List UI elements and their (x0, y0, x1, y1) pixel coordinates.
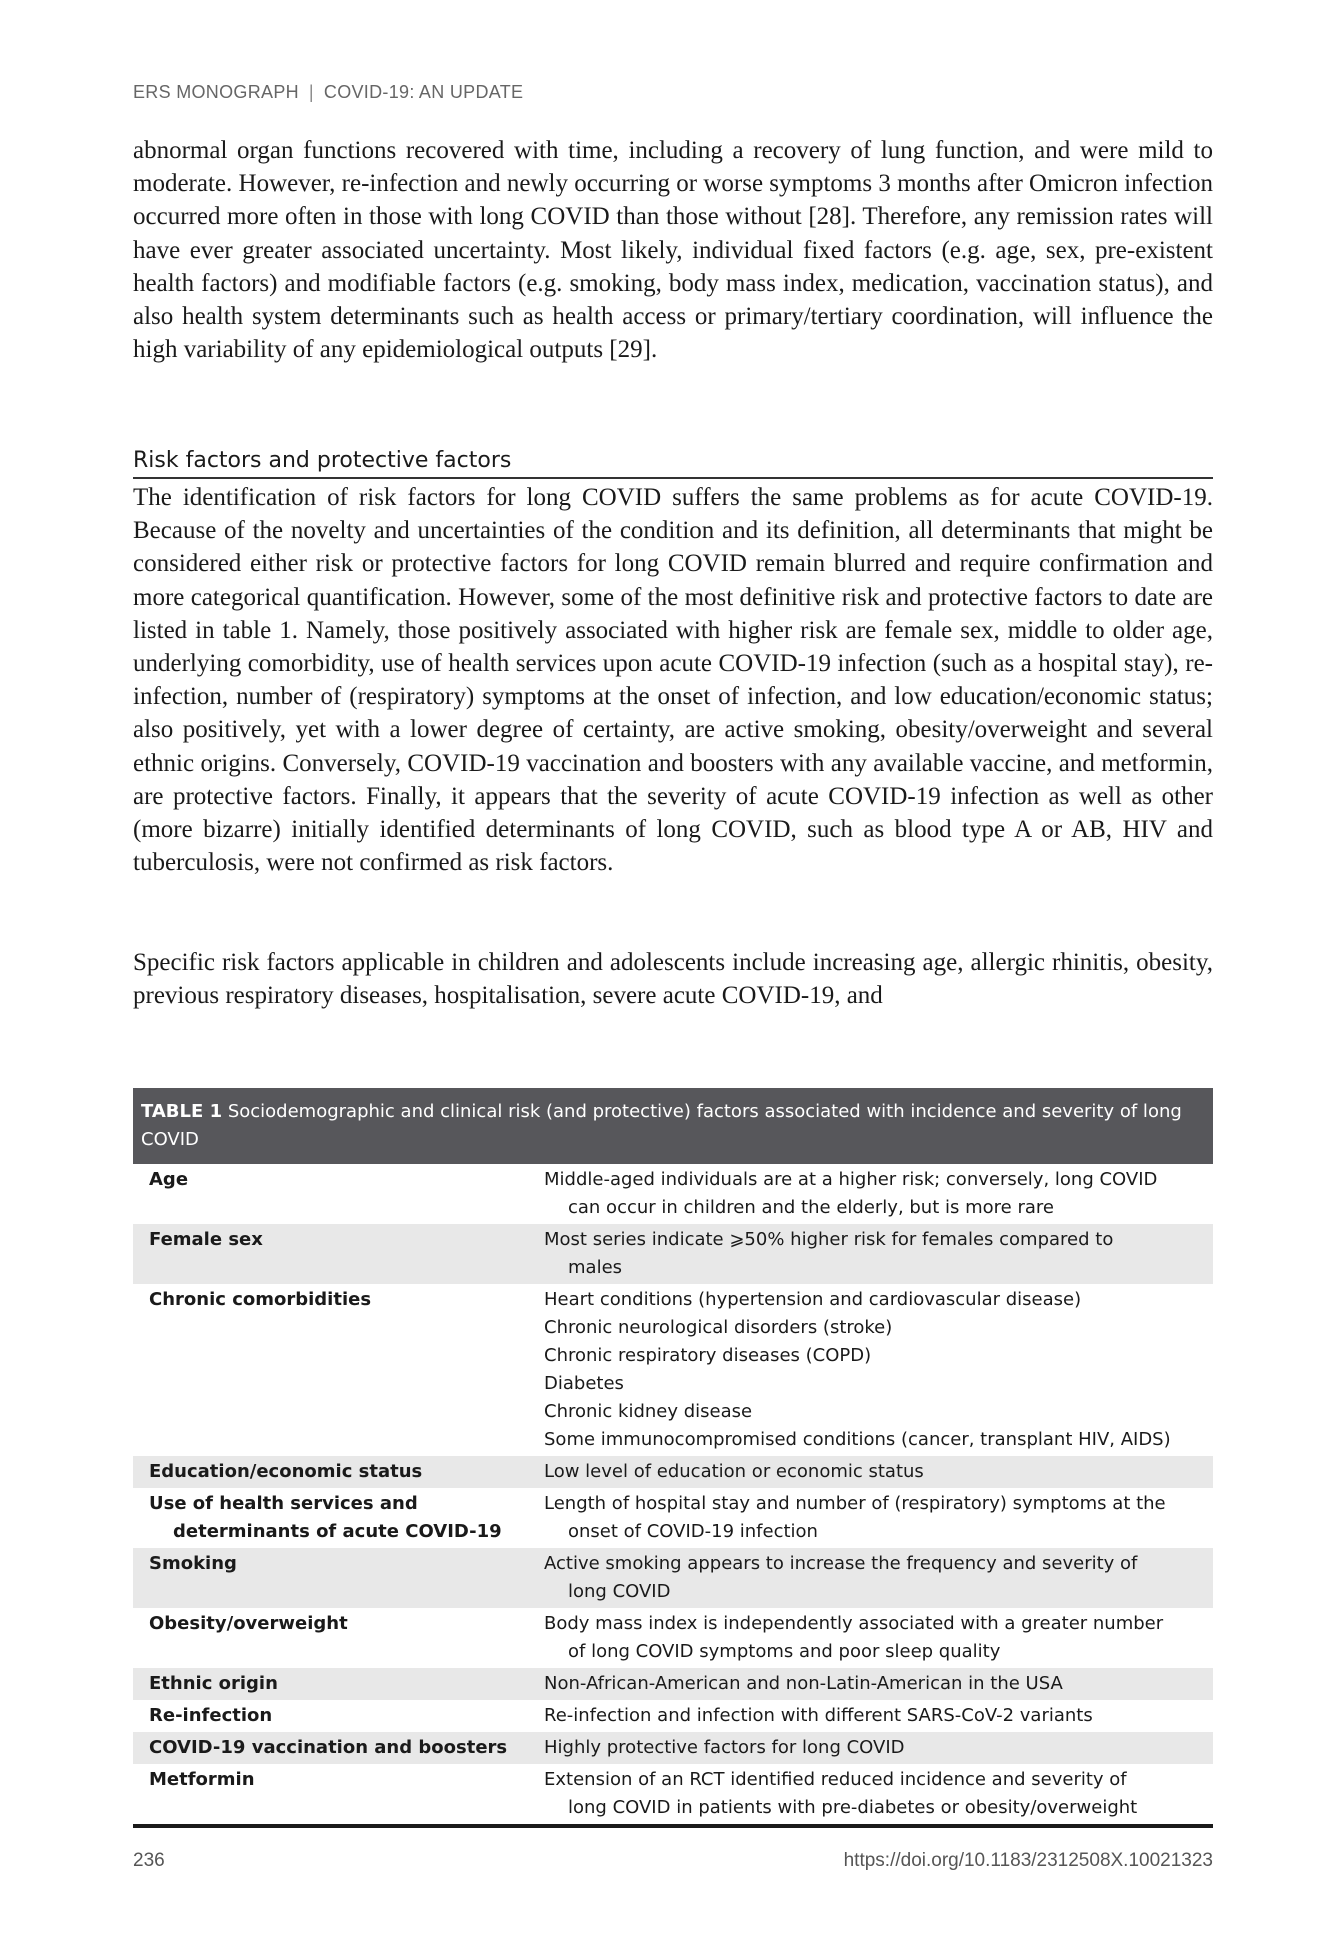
description-line: Chronic kidney disease (544, 1401, 753, 1422)
description-line: long COVID in patients with pre-diabetes or obesity/overweight (568, 1797, 1138, 1818)
running-header (133, 82, 523, 103)
description-line: Active smoking appears to increase the frequency and severity of (544, 1553, 1138, 1574)
description-line: Length of hospital stay and number of (respiratory) symptoms at the (544, 1493, 1166, 1514)
paragraph-text: The identification of risk factors for long COVID suffers the same problems as for acute COVID-19. Because of the novelty and uncertainties of the condition and its definition, all determinants that might be considered either risk or protective factors for long COVID remain blurred and require confirmation and more categorical quantification. However, some of the most definitive risk and protective factors to date are listed in table 1. Namely, those positively associated with higher risk are female sex, middle to older age, underlying comorbidity, use of health services upon acute COVID-19 infection (such as a hospital stay), re-infection, number of (respiratory) symptoms at the onset of infection, and low education/economic status; also positively, yet with a lower degree of certainty, are active smoking, obesity/overweight and several ethnic origins. Conversely, COVID-19 vaccination and boosters with any available vaccine, and metformin, are protective factors. Finally, it appears that the severity of acute COVID-19 infection as well as other (more bizarre) initially identified determinants of long COVID, such as blood type A or AB, HIV and tuberculosis, were not confirmed as risk factors. (133, 484, 1213, 877)
factor-label: Metformin (149, 1769, 255, 1790)
description-line: males (568, 1257, 623, 1278)
description-line: Body mass index is independently associated with a greater number (544, 1613, 1164, 1634)
description-line: Highly protective factors for long COVID (544, 1737, 905, 1758)
table-row (133, 1732, 1213, 1764)
table-row (133, 1224, 1213, 1284)
factor-label: Smoking (149, 1553, 237, 1574)
table-row (133, 1700, 1213, 1732)
description-line: Extension of an RCT identified reduced incidence and severity of (544, 1769, 1127, 1790)
factor-label: COVID-19 vaccination and boosters (149, 1737, 508, 1758)
table-caption-text: Sociodemographic and clinical risk (and protective) factors associated with incidence and severity of long COVID (141, 1101, 1182, 1150)
table-label: TABLE 1 (141, 1101, 223, 1122)
page-number: 236 (133, 1850, 165, 1871)
paragraph-text: Specific risk factors applicable in children and adolescents include increasing age, allergic rhinitis, obesity, previous respiratory diseases, hospitalisation, severe acute COVID-19, and (133, 949, 1213, 1010)
description-cell (544, 1284, 1213, 1456)
description-line: Low level of education or economic status (544, 1461, 924, 1482)
factor-cell (133, 1164, 544, 1224)
factor-label: Female sex (149, 1229, 263, 1250)
paragraph-children (133, 946, 1213, 1012)
table-row (133, 1668, 1213, 1700)
description-line: Some immunocompromised conditions (cancer, transplant HIV, AIDS) (544, 1429, 1171, 1450)
paragraph-text: abnormal organ functions recovered with time, including a recovery of lung function, and were mild to moderate. However, re-infection and newly occurring or worse symptoms 3 months after Omicron infection occurred more often in those with long COVID than those without [28]. Therefore, any remission rates will have ever greater associated uncertainty. Most likely, individual fixed factors (e.g. age, sex, pre-existent health factors) and modifiable factors (e.g. smoking, body mass index, medication, vaccination status), and also health system determinants such as health access or primary/tertiary coordination, will influence the high variability of any epidemiological outputs [29]. (133, 137, 1213, 364)
table-row (133, 1164, 1213, 1224)
table-row (133, 1608, 1213, 1668)
description-cell (544, 1224, 1213, 1284)
doi-link[interactable]: https://doi.org/10.1183/2312508X.10021323 (843, 1850, 1213, 1871)
paragraph-risk-factors (133, 481, 1213, 879)
factor-cell (133, 1608, 544, 1668)
factor-label: Education/economic status (149, 1461, 423, 1482)
description-line: Heart conditions (hypertension and cardiovascular disease) (544, 1289, 1082, 1310)
risk-factor-table (133, 1164, 1213, 1824)
monograph-title: COVID-19: AN UPDATE (323, 82, 524, 102)
factor-label: Chronic comorbidities (149, 1289, 372, 1310)
table-caption (133, 1088, 1213, 1164)
description-cell (544, 1732, 1213, 1764)
table-bottom-rule (133, 1824, 1213, 1828)
factor-cell (133, 1732, 544, 1764)
table-row (133, 1764, 1213, 1824)
description-cell (544, 1764, 1213, 1824)
factor-cell (133, 1548, 544, 1608)
journal-name: ERS MONOGRAPH (133, 82, 299, 102)
paragraph-remission (133, 134, 1213, 366)
factor-cell (133, 1284, 544, 1456)
factor-cell (133, 1668, 544, 1700)
section-heading: Risk factors and protective factors (133, 446, 1213, 479)
factor-cell (133, 1700, 544, 1732)
factor-label: Age (149, 1169, 189, 1190)
description-line: Middle-aged individuals are at a higher risk; conversely, long COVID (544, 1169, 1158, 1190)
table-row (133, 1284, 1213, 1456)
description-line: Most series indicate ⩾50% higher risk for females compared to (544, 1229, 1114, 1250)
factor-cell (133, 1456, 544, 1488)
description-line: Diabetes (544, 1373, 624, 1394)
description-cell (544, 1700, 1213, 1732)
table-row (133, 1548, 1213, 1608)
description-line: Re-infection and infection with different SARS-CoV-2 variants (544, 1705, 1093, 1726)
description-line: onset of COVID-19 infection (568, 1521, 818, 1542)
description-cell (544, 1548, 1213, 1608)
factor-label: Obesity/overweight (149, 1613, 348, 1634)
description-line: Non-African-American and non-Latin-American in the USA (544, 1673, 1063, 1694)
header-separator: | (308, 82, 314, 102)
description-cell (544, 1608, 1213, 1668)
description-line: long COVID (568, 1581, 671, 1602)
description-line: Chronic neurological disorders (stroke) (544, 1317, 893, 1338)
table-1 (133, 1088, 1213, 1828)
description-cell (544, 1668, 1213, 1700)
table-row (133, 1456, 1213, 1488)
factor-label: Use of health services and (149, 1493, 418, 1514)
description-cell (544, 1164, 1213, 1224)
factor-cell (133, 1764, 544, 1824)
description-cell (544, 1488, 1213, 1548)
factor-label: Re-infection (149, 1705, 273, 1726)
description-cell (544, 1456, 1213, 1488)
description-line: of long COVID symptoms and poor sleep quality (568, 1641, 1001, 1662)
factor-label: Ethnic origin (149, 1673, 278, 1694)
factor-cell (133, 1224, 544, 1284)
factor-cell (133, 1488, 544, 1548)
description-line: can occur in children and the elderly, but is more rare (568, 1197, 1054, 1218)
factor-label-cont: determinants of acute COVID-19 (173, 1521, 502, 1542)
description-line: Chronic respiratory diseases (COPD) (544, 1345, 872, 1366)
table-row (133, 1488, 1213, 1548)
